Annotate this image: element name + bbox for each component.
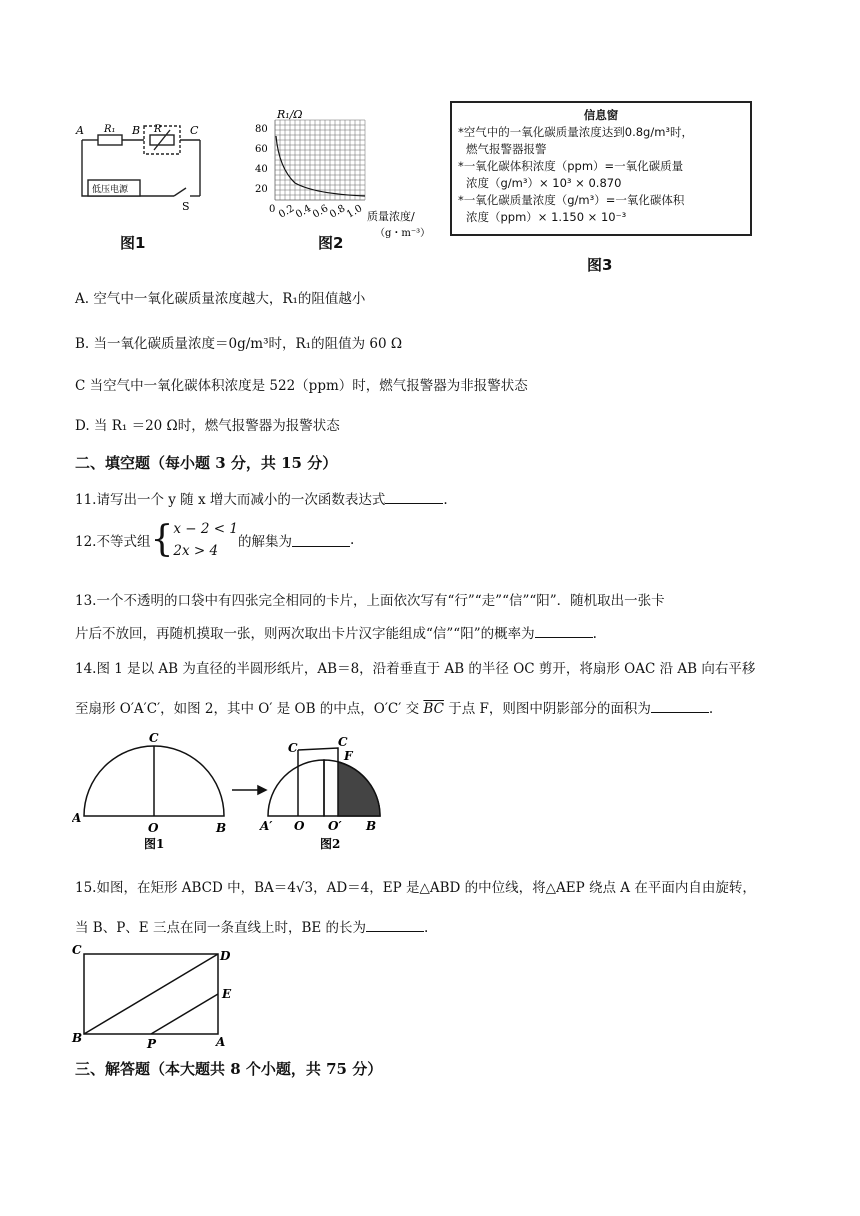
graph-xtick: 0.8 (328, 203, 348, 221)
graph-xtick: 0 (269, 204, 276, 215)
inequality-1: x − 2 < 1 (173, 521, 238, 537)
arc-bc: $\overline{BC}$ (423, 701, 444, 717)
fig2-label-c: C (288, 741, 298, 755)
fig2-label-b: B (366, 819, 377, 833)
rect-label-p: P (147, 1037, 157, 1050)
question-14-end: . (708, 701, 714, 717)
fig1-label-c: C (149, 731, 159, 745)
fig1-caption: 图1 (120, 234, 146, 252)
question-11-text: 11.请写出一个 y 随 x 增大而减小的一次函数表达式 (75, 492, 386, 508)
brace-icon: { (150, 519, 174, 560)
question-13-end: . (592, 626, 597, 642)
question-12-pre: 12.不等式组 (75, 534, 151, 550)
info-window (450, 101, 752, 236)
question-14-line1: 14.图 1 是以 AB 为直径的半圆形纸片，AB＝8，沿着垂直于 AB 的半径 OC 剪开，将扇形 OAC 沿 AB 向右平移 (75, 661, 756, 677)
info-title: 信息窗 (583, 108, 619, 122)
circuit-label-a: A (76, 124, 84, 137)
graph-ytick: 80 (255, 124, 268, 135)
answer-blank[interactable] (651, 700, 709, 713)
circuit-diagram (74, 118, 214, 218)
graph-xtick: 0.6 (311, 203, 331, 221)
circuit-label-r: R (154, 124, 162, 135)
info-line: 浓度（g/m³）× 10³ × 0.870 (466, 176, 622, 190)
fig1-label-a: A (72, 811, 82, 825)
info-line: *一氧化碳体积浓度（ppm）=一氧化碳质量 (458, 159, 684, 173)
question-12-end: . (349, 532, 355, 548)
graph-xtick: 0.2 (277, 203, 297, 221)
question-13-text: 片后不放回，再随机摸取一张，则两次取出卡片汉字能组成“信”“阳”的概率为 (75, 626, 535, 642)
circuit-switch: S (182, 200, 190, 213)
circuit-label-r1: R₁ (104, 124, 116, 135)
rect-label-b: B (72, 1031, 83, 1045)
graph-xlabel: 质量浓度/ (367, 210, 415, 223)
graph-xtick: 0.4 (294, 203, 314, 221)
answer-blank[interactable] (292, 534, 350, 547)
answer-blank[interactable] (535, 625, 593, 638)
rect-label-a: A (216, 1035, 226, 1049)
option-b: B. 当一氧化碳质量浓度＝0g/m³时，R₁的阻值为 60 Ω (75, 336, 403, 352)
rect-label-c: C (72, 943, 82, 957)
question-15-text: 当 B、P、E 三点在同一条直线上时，BE 的长为 (75, 920, 367, 936)
question-15-line1: 15.如图，在矩形 ABCD 中，BA＝4√3，AD＝4，EP 是△ABD 的中位线，将△AEP 绕点 A 在平面内自由旋转， (75, 880, 756, 896)
rect-label-e: E (222, 987, 232, 1001)
graph-ytick: 60 (255, 144, 268, 155)
rectangle-figure (70, 942, 245, 1050)
semicircle-figures (72, 730, 392, 855)
question-15-end: . (424, 920, 429, 936)
fig1-label-b: B (216, 821, 227, 835)
rect-label-d: D (220, 949, 231, 963)
inequality-2: 2x > 4 (173, 543, 219, 559)
question-13-line1: 13.一个不透明的口袋中有四张完全相同的卡片，上面依次写有“行”“走”“信”“阳”．随机取出一张卡 (75, 593, 665, 609)
info-line: 浓度（ppm）× 1.150 × 10⁻³ (466, 210, 627, 224)
question-11-end: . (443, 492, 448, 508)
section-3-title: 三、解答题（本大题共 8 个小题，共 75 分） (75, 1060, 383, 1078)
question-14-line2 (75, 697, 713, 717)
option-a: A. 空气中一氧化碳质量浓度越大，R₁的阻值越小 (75, 291, 366, 307)
fig2-label-a-prime: A′ (260, 819, 273, 833)
graph-xtick: 1.0 (345, 203, 365, 221)
info-line: *一氧化碳质量浓度（g/m³）=一氧化碳体积 (458, 193, 685, 207)
fig3-caption: 图3 (587, 256, 613, 274)
circuit-label-c: C (190, 124, 199, 137)
info-line: 燃气报警器报警 (466, 142, 547, 156)
question-13-line2 (75, 622, 597, 642)
inequality-system (173, 518, 238, 562)
fig2-label-c-prime: C (338, 735, 348, 749)
fig2-label-o: O (294, 819, 305, 833)
question-12 (75, 518, 354, 562)
info-line: *空气中的一氧化碳质量浓度达到0.8g/m³时， (458, 125, 694, 139)
resistance-graph (255, 108, 445, 243)
fig1-caption-small: 图1 (144, 837, 165, 851)
answer-blank[interactable] (385, 491, 443, 504)
graph-xlabel-unit: （g・m⁻³） (375, 228, 431, 239)
fig1-label-o: O (148, 821, 159, 835)
option-d: D. 当 R₁ ＝20 Ω时，燃气报警器为报警状态 (75, 418, 340, 434)
answer-blank[interactable] (366, 919, 424, 932)
option-c: C 当空气中一氧化碳体积浓度是 522（ppm）时，燃气报警器为非报警状态 (75, 378, 528, 394)
graph-ytick: 40 (255, 164, 268, 175)
fig2-caption-small: 图2 (320, 837, 341, 851)
fig2-caption: 图2 (318, 234, 344, 252)
graph-ytick: 20 (255, 184, 268, 195)
graph-ylabel: R₁/Ω (277, 108, 303, 121)
question-11 (75, 488, 448, 508)
question-15-line2 (75, 916, 428, 936)
circuit-label-b: B (132, 124, 141, 137)
question-12-post: 的解集为 (237, 534, 292, 550)
section-2-title: 二、填空题（每小题 3 分，共 15 分） (75, 454, 338, 472)
fig2-label-f: F (344, 749, 353, 763)
circuit-power: 低压电源 (92, 185, 129, 195)
question-14-text-b: 于点 F，则图中阴影部分的面积为 (443, 701, 651, 717)
question-14-text-a: 至扇形 O′A′C′，如图 2，其中 O′ 是 OB 的中点，O′C′ 交 (75, 701, 424, 717)
fig2-label-o-prime: O′ (328, 819, 342, 833)
